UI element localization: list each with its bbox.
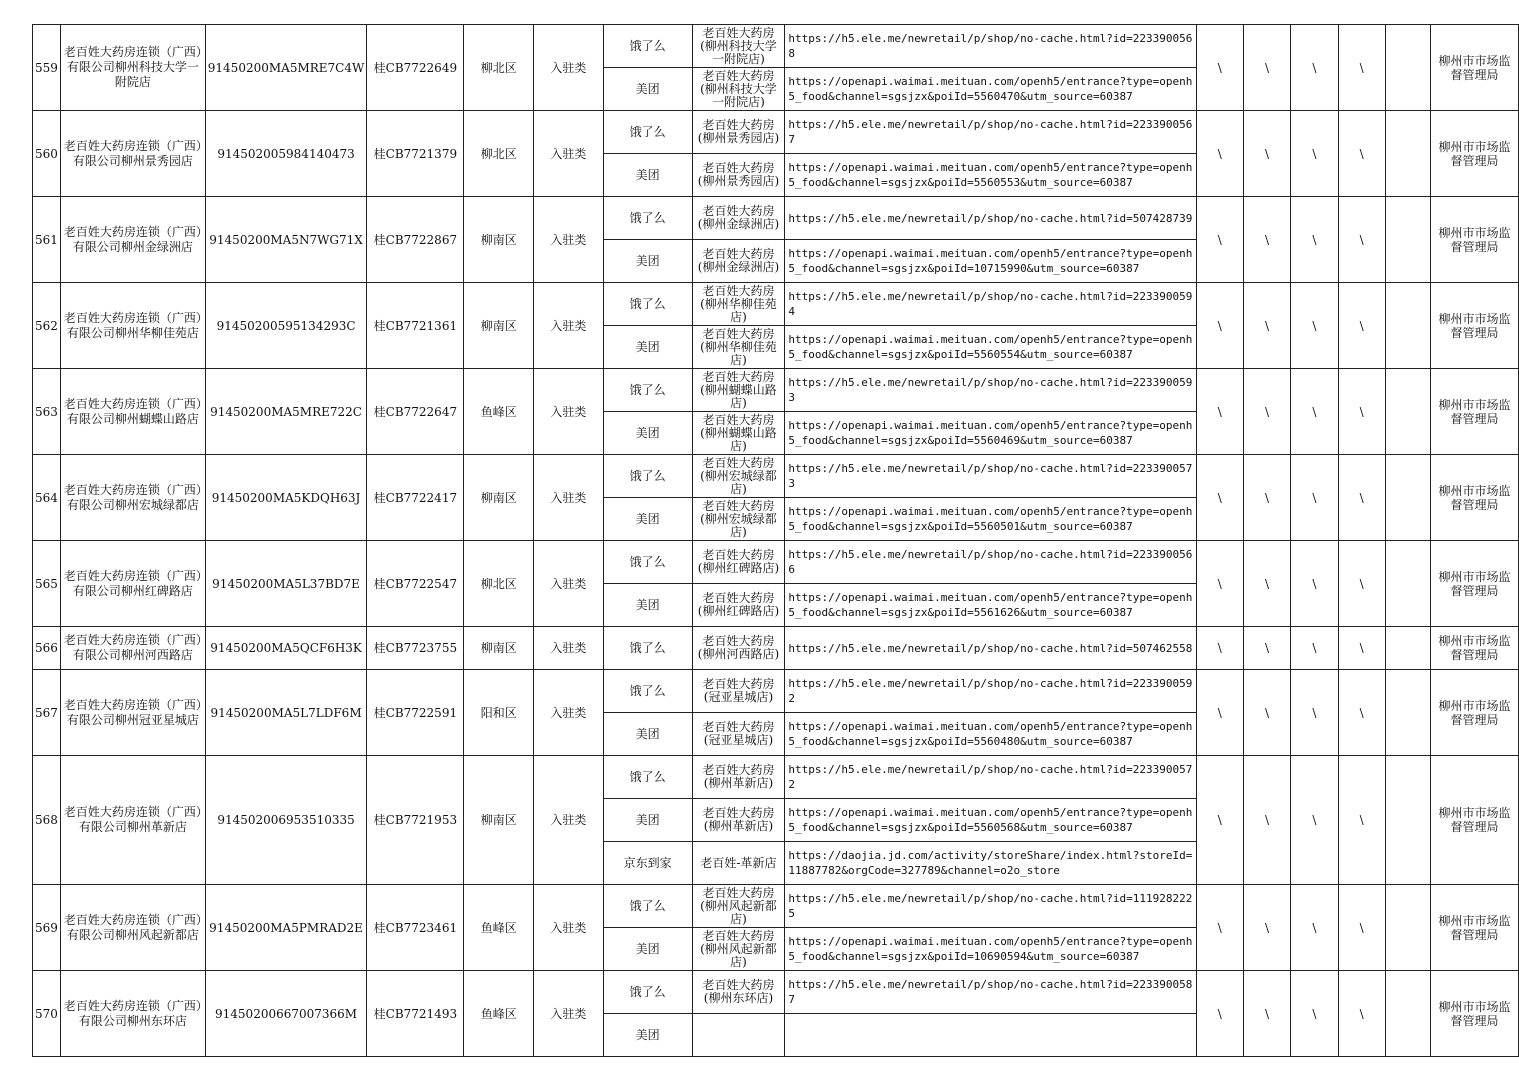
store-name-cell: 老百姓大药房(柳州科技大学一附院店): [692, 25, 785, 68]
table-row: [33, 111, 1519, 154]
authority-cell: 柳州市市场监督管理局: [1431, 627, 1519, 670]
table-row: [33, 541, 1519, 584]
district-cell: 柳南区: [464, 627, 534, 670]
authority-cell: 柳州市市场监督管理局: [1431, 455, 1519, 541]
store-url-cell: https://openapi.waimai.meituan.com/openh5/entrance?type=openh5_food&channel=sgsjzx&poiId=5560501&utm_source=60387: [785, 498, 1196, 541]
credit-code-cell: 91450200MA5MRE722C: [205, 369, 367, 455]
company-name-cell: 老百姓大药房连锁（广西）有限公司柳州风起新都店: [60, 885, 205, 971]
entry-type-cell: 入驻类: [534, 670, 604, 756]
company-name-cell: 老百姓大药房连锁（广西）有限公司柳州红碑路店: [60, 541, 205, 627]
placeholder-cell: \: [1338, 283, 1385, 369]
platform-cell: 美团: [603, 498, 692, 541]
store-name-cell: 老百姓大药房(柳州红碑路店): [692, 541, 785, 584]
district-cell: 柳南区: [464, 283, 534, 369]
authority-cell: 柳州市市场监督管理局: [1431, 971, 1519, 1057]
store-url-cell: https://h5.ele.me/newretail/p/shop/no-cache.html?id=2233900572: [785, 756, 1196, 799]
district-cell: 柳北区: [464, 25, 534, 111]
placeholder-cell: \: [1291, 885, 1338, 971]
table-row: [33, 670, 1519, 713]
store-name-cell: 老百姓大药房(柳州宏城绿都店): [692, 498, 785, 541]
platform-cell: 饿了么: [603, 756, 692, 799]
placeholder-cell: \: [1291, 455, 1338, 541]
store-name-cell: 老百姓大药房(柳州华柳佳苑店): [692, 283, 785, 326]
authority-cell: 柳州市市场监督管理局: [1431, 25, 1519, 111]
store-url-cell: https://daojia.jd.com/activity/storeShare/index.html?storeId=11887782&orgCode=327789&channel=o2o_store: [785, 842, 1196, 885]
row-number-cell: 561: [33, 197, 61, 283]
row-number-cell: 560: [33, 111, 61, 197]
row-number-cell: 564: [33, 455, 61, 541]
entry-type-cell: 入驻类: [534, 369, 604, 455]
store-url-cell: https://h5.ele.me/newretail/p/shop/no-cache.html?id=2233900587: [785, 971, 1196, 1014]
district-cell: 柳北区: [464, 111, 534, 197]
store-name-cell: 老百姓大药房(柳州风起新都店): [692, 885, 785, 928]
credit-code-cell: 91450200MA5MRE7C4W: [205, 25, 367, 111]
store-name-cell: 老百姓大药房(柳州革新店): [692, 756, 785, 799]
platform-cell: 饿了么: [603, 627, 692, 670]
license-number-cell: 桂CB7722591: [367, 670, 464, 756]
empty-cell: [1385, 283, 1430, 369]
license-number-cell: 桂CB7722547: [367, 541, 464, 627]
license-number-cell: 桂CB7723755: [367, 627, 464, 670]
entry-type-cell: 入驻类: [534, 885, 604, 971]
empty-cell: [1385, 670, 1430, 756]
company-name-cell: 老百姓大药房连锁（广西）有限公司柳州华柳佳苑店: [60, 283, 205, 369]
platform-cell: 饿了么: [603, 283, 692, 326]
entry-type-cell: 入驻类: [534, 197, 604, 283]
placeholder-cell: \: [1291, 627, 1338, 670]
license-number-cell: 桂CB7723461: [367, 885, 464, 971]
authority-cell: 柳州市市场监督管理局: [1431, 111, 1519, 197]
store-name-cell: 老百姓大药房(柳州金绿洲店): [692, 240, 785, 283]
company-name-cell: 老百姓大药房连锁（广西）有限公司柳州河西路店: [60, 627, 205, 670]
platform-cell: 饿了么: [603, 670, 692, 713]
authority-cell: 柳州市市场监督管理局: [1431, 283, 1519, 369]
placeholder-cell: \: [1243, 541, 1290, 627]
table-row: [33, 197, 1519, 240]
placeholder-cell: \: [1291, 369, 1338, 455]
store-name-cell: 老百姓大药房(柳州红碑路店): [692, 584, 785, 627]
placeholder-cell: \: [1196, 670, 1243, 756]
authority-cell: 柳州市市场监督管理局: [1431, 756, 1519, 885]
store-url-cell: [785, 1014, 1196, 1057]
empty-cell: [1385, 756, 1430, 885]
store-name-cell: 老百姓大药房(柳州风起新都店): [692, 928, 785, 971]
empty-cell: [1385, 111, 1430, 197]
platform-cell: 饿了么: [603, 455, 692, 498]
store-listing-table: [32, 24, 1519, 1057]
district-cell: 鱼峰区: [464, 885, 534, 971]
placeholder-cell: \: [1243, 627, 1290, 670]
placeholder-cell: \: [1338, 971, 1385, 1057]
store-name-cell: 老百姓大药房(柳州蝴蝶山路店): [692, 369, 785, 412]
placeholder-cell: \: [1338, 541, 1385, 627]
placeholder-cell: \: [1196, 885, 1243, 971]
placeholder-cell: \: [1291, 670, 1338, 756]
company-name-cell: 老百姓大药房连锁（广西）有限公司柳州科技大学一附院店: [60, 25, 205, 111]
placeholder-cell: \: [1243, 756, 1290, 885]
store-url-cell: https://openapi.waimai.meituan.com/openh5/entrance?type=openh5_food&channel=sgsjzx&poiId=5561626&utm_source=60387: [785, 584, 1196, 627]
placeholder-cell: \: [1338, 885, 1385, 971]
store-name-cell: 老百姓-革新店: [692, 842, 785, 885]
platform-cell: 美团: [603, 68, 692, 111]
placeholder-cell: \: [1196, 197, 1243, 283]
platform-cell: 饿了么: [603, 369, 692, 412]
platform-cell: 饿了么: [603, 971, 692, 1014]
store-url-cell: https://h5.ele.me/newretail/p/shop/no-cache.html?id=2233900594: [785, 283, 1196, 326]
row-number-cell: 567: [33, 670, 61, 756]
district-cell: 柳南区: [464, 455, 534, 541]
platform-cell: 美团: [603, 412, 692, 455]
company-name-cell: 老百姓大药房连锁（广西）有限公司柳州蝴蝶山路店: [60, 369, 205, 455]
table-row: [33, 455, 1519, 498]
store-url-cell: https://openapi.waimai.meituan.com/openh5/entrance?type=openh5_food&channel=sgsjzx&poiId=10715990&utm_source=60387: [785, 240, 1196, 283]
row-number-cell: 559: [33, 25, 61, 111]
entry-type-cell: 入驻类: [534, 756, 604, 885]
license-number-cell: 桂CB7722417: [367, 455, 464, 541]
placeholder-cell: \: [1243, 369, 1290, 455]
store-url-cell: https://h5.ele.me/newretail/p/shop/no-cache.html?id=2233900573: [785, 455, 1196, 498]
placeholder-cell: \: [1196, 25, 1243, 111]
placeholder-cell: \: [1338, 197, 1385, 283]
store-name-cell: 老百姓大药房(柳州景秀园店): [692, 111, 785, 154]
placeholder-cell: \: [1291, 197, 1338, 283]
store-name-cell: 老百姓大药房(柳州宏城绿都店): [692, 455, 785, 498]
store-url-cell: https://h5.ele.me/newretail/p/shop/no-cache.html?id=2233900593: [785, 369, 1196, 412]
placeholder-cell: \: [1243, 25, 1290, 111]
store-name-cell: 老百姓大药房(柳州华柳佳苑店): [692, 326, 785, 369]
platform-cell: 美团: [603, 1014, 692, 1057]
store-url-cell: https://openapi.waimai.meituan.com/openh5/entrance?type=openh5_food&channel=sgsjzx&poiId=5560553&utm_source=60387: [785, 154, 1196, 197]
placeholder-cell: \: [1291, 541, 1338, 627]
authority-cell: 柳州市市场监督管理局: [1431, 197, 1519, 283]
placeholder-cell: \: [1291, 111, 1338, 197]
authority-cell: 柳州市市场监督管理局: [1431, 885, 1519, 971]
store-name-cell: 老百姓大药房(柳州革新店): [692, 799, 785, 842]
credit-code-cell: 91450200MA5PMRAD2E: [205, 885, 367, 971]
placeholder-cell: \: [1291, 971, 1338, 1057]
empty-cell: [1385, 885, 1430, 971]
placeholder-cell: \: [1338, 627, 1385, 670]
credit-code-cell: 91450200MA5L7LDF6M: [205, 670, 367, 756]
store-name-cell: 老百姓大药房(柳州科技大学一附院店): [692, 68, 785, 111]
placeholder-cell: \: [1196, 627, 1243, 670]
store-url-cell: https://openapi.waimai.meituan.com/openh5/entrance?type=openh5_food&channel=sgsjzx&poiId=5560480&utm_source=60387: [785, 713, 1196, 756]
store-url-cell: https://openapi.waimai.meituan.com/openh5/entrance?type=openh5_food&channel=sgsjzx&poiId=5560568&utm_source=60387: [785, 799, 1196, 842]
platform-cell: 美团: [603, 154, 692, 197]
license-number-cell: 桂CB7721379: [367, 111, 464, 197]
store-name-cell: 老百姓大药房(柳州金绿洲店): [692, 197, 785, 240]
company-name-cell: 老百姓大药房连锁（广西）有限公司柳州革新店: [60, 756, 205, 885]
credit-code-cell: 91450200667007366M: [205, 971, 367, 1057]
company-name-cell: 老百姓大药房连锁（广西）有限公司柳州金绿洲店: [60, 197, 205, 283]
company-name-cell: 老百姓大药房连锁（广西）有限公司柳州冠亚星城店: [60, 670, 205, 756]
license-number-cell: 桂CB7722647: [367, 369, 464, 455]
platform-cell: 美团: [603, 928, 692, 971]
table-row: [33, 971, 1519, 1014]
empty-cell: [1385, 197, 1430, 283]
credit-code-cell: 91450200MA5QCF6H3K: [205, 627, 367, 670]
credit-code-cell: 91450200595134293C: [205, 283, 367, 369]
store-url-cell: https://openapi.waimai.meituan.com/openh5/entrance?type=openh5_food&channel=sgsjzx&poiId=5560469&utm_source=60387: [785, 412, 1196, 455]
entry-type-cell: 入驻类: [534, 111, 604, 197]
placeholder-cell: \: [1196, 283, 1243, 369]
license-number-cell: 桂CB7721953: [367, 756, 464, 885]
table-row: [33, 627, 1519, 670]
store-name-cell: 老百姓大药房(冠亚星城店): [692, 670, 785, 713]
placeholder-cell: \: [1243, 971, 1290, 1057]
placeholder-cell: \: [1196, 369, 1243, 455]
row-number-cell: 569: [33, 885, 61, 971]
company-name-cell: 老百姓大药房连锁（广西）有限公司柳州景秀园店: [60, 111, 205, 197]
store-url-cell: https://h5.ele.me/newretail/p/shop/no-cache.html?id=507462558: [785, 627, 1196, 670]
store-name-cell: 老百姓大药房(冠亚星城店): [692, 713, 785, 756]
store-name-cell: 老百姓大药房(柳州河西路店): [692, 627, 785, 670]
store-name-cell: 老百姓大药房(柳州东环店): [692, 971, 785, 1014]
table-row: [33, 369, 1519, 412]
authority-cell: 柳州市市场监督管理局: [1431, 369, 1519, 455]
placeholder-cell: \: [1338, 670, 1385, 756]
row-number-cell: 568: [33, 756, 61, 885]
placeholder-cell: \: [1196, 111, 1243, 197]
store-url-cell: https://h5.ele.me/newretail/p/shop/no-cache.html?id=2233900566: [785, 541, 1196, 584]
district-cell: 柳北区: [464, 541, 534, 627]
placeholder-cell: \: [1196, 971, 1243, 1057]
table-row: [33, 885, 1519, 928]
placeholder-cell: \: [1291, 25, 1338, 111]
row-number-cell: 563: [33, 369, 61, 455]
entry-type-cell: 入驻类: [534, 971, 604, 1057]
platform-cell: 美团: [603, 584, 692, 627]
placeholder-cell: \: [1291, 283, 1338, 369]
placeholder-cell: \: [1243, 455, 1290, 541]
credit-code-cell: 914502006953510335: [205, 756, 367, 885]
row-number-cell: 562: [33, 283, 61, 369]
district-cell: 鱼峰区: [464, 971, 534, 1057]
platform-cell: 美团: [603, 240, 692, 283]
placeholder-cell: \: [1196, 455, 1243, 541]
placeholder-cell: \: [1196, 756, 1243, 885]
platform-cell: 饿了么: [603, 197, 692, 240]
placeholder-cell: \: [1338, 25, 1385, 111]
license-number-cell: 桂CB7722867: [367, 197, 464, 283]
placeholder-cell: \: [1338, 756, 1385, 885]
table-row: [33, 283, 1519, 326]
store-name-cell: [692, 1014, 785, 1057]
store-url-cell: https://openapi.waimai.meituan.com/openh5/entrance?type=openh5_food&channel=sgsjzx&poiId=5560554&utm_source=60387: [785, 326, 1196, 369]
license-number-cell: 桂CB7722649: [367, 25, 464, 111]
placeholder-cell: \: [1243, 283, 1290, 369]
row-number-cell: 565: [33, 541, 61, 627]
platform-cell: 美团: [603, 713, 692, 756]
platform-cell: 美团: [603, 799, 692, 842]
platform-cell: 美团: [603, 326, 692, 369]
platform-cell: 饿了么: [603, 541, 692, 584]
store-url-cell: https://h5.ele.me/newretail/p/shop/no-cache.html?id=2233900568: [785, 25, 1196, 68]
empty-cell: [1385, 627, 1430, 670]
placeholder-cell: \: [1338, 369, 1385, 455]
placeholder-cell: \: [1243, 885, 1290, 971]
credit-code-cell: 91450200MA5KDQH63J: [205, 455, 367, 541]
placeholder-cell: \: [1243, 670, 1290, 756]
platform-cell: 饿了么: [603, 111, 692, 154]
placeholder-cell: \: [1338, 455, 1385, 541]
empty-cell: [1385, 369, 1430, 455]
credit-code-cell: 91450200MA5L37BD7E: [205, 541, 367, 627]
store-url-cell: https://h5.ele.me/newretail/p/shop/no-cache.html?id=507428739: [785, 197, 1196, 240]
entry-type-cell: 入驻类: [534, 283, 604, 369]
placeholder-cell: \: [1243, 111, 1290, 197]
row-number-cell: 570: [33, 971, 61, 1057]
empty-cell: [1385, 25, 1430, 111]
license-number-cell: 桂CB7721493: [367, 971, 464, 1057]
placeholder-cell: \: [1243, 197, 1290, 283]
row-number-cell: 566: [33, 627, 61, 670]
district-cell: 柳南区: [464, 756, 534, 885]
district-cell: 阳和区: [464, 670, 534, 756]
table-row: [33, 756, 1519, 799]
placeholder-cell: \: [1338, 111, 1385, 197]
platform-cell: 京东到家: [603, 842, 692, 885]
platform-cell: 饿了么: [603, 885, 692, 928]
empty-cell: [1385, 541, 1430, 627]
entry-type-cell: 入驻类: [534, 541, 604, 627]
placeholder-cell: \: [1196, 541, 1243, 627]
entry-type-cell: 入驻类: [534, 627, 604, 670]
placeholder-cell: \: [1291, 756, 1338, 885]
credit-code-cell: 91450200MA5N7WG71X: [205, 197, 367, 283]
store-url-cell: https://openapi.waimai.meituan.com/openh5/entrance?type=openh5_food&channel=sgsjzx&poiId=10690594&utm_source=60387: [785, 928, 1196, 971]
store-url-cell: https://h5.ele.me/newretail/p/shop/no-cache.html?id=2233900592: [785, 670, 1196, 713]
authority-cell: 柳州市市场监督管理局: [1431, 670, 1519, 756]
store-url-cell: https://openapi.waimai.meituan.com/openh5/entrance?type=openh5_food&channel=sgsjzx&poiId=5560470&utm_source=60387: [785, 68, 1196, 111]
empty-cell: [1385, 455, 1430, 541]
license-number-cell: 桂CB7721361: [367, 283, 464, 369]
table-row: [33, 25, 1519, 68]
company-name-cell: 老百姓大药房连锁（广西）有限公司柳州宏城绿都店: [60, 455, 205, 541]
empty-cell: [1385, 971, 1430, 1057]
district-cell: 鱼峰区: [464, 369, 534, 455]
entry-type-cell: 入驻类: [534, 455, 604, 541]
platform-cell: 饿了么: [603, 25, 692, 68]
authority-cell: 柳州市市场监督管理局: [1431, 541, 1519, 627]
store-url-cell: https://h5.ele.me/newretail/p/shop/no-cache.html?id=1119282225: [785, 885, 1196, 928]
store-name-cell: 老百姓大药房(柳州蝴蝶山路店): [692, 412, 785, 455]
entry-type-cell: 入驻类: [534, 25, 604, 111]
credit-code-cell: 914502005984140473: [205, 111, 367, 197]
company-name-cell: 老百姓大药房连锁（广西）有限公司柳州东环店: [60, 971, 205, 1057]
store-name-cell: 老百姓大药房(柳州景秀园店): [692, 154, 785, 197]
store-url-cell: https://h5.ele.me/newretail/p/shop/no-cache.html?id=2233900567: [785, 111, 1196, 154]
district-cell: 柳南区: [464, 197, 534, 283]
